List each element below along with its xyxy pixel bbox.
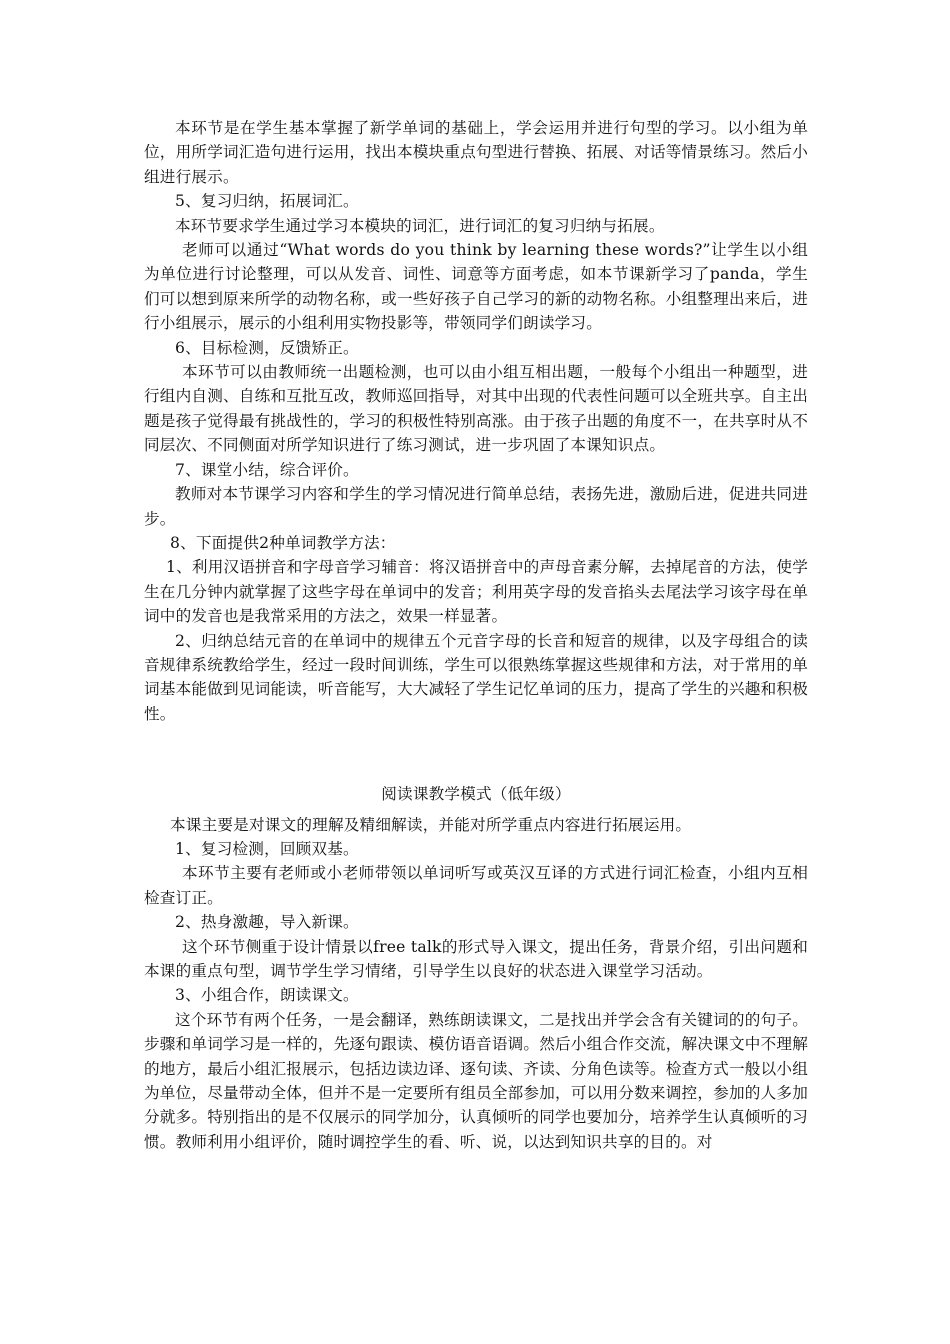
paragraph: 1、利用汉语拼音和字母音学习辅音：将汉语拼音中的声母音素分解，去掉尾音的方法，使学生在几分钟内就掌握了这些字母在单词中的发音；利用英字母的发音掐头去尾法学习该字母在单词中的发音也是我常采用的方法之，效果一样显著。: [144, 558, 808, 626]
paragraph: 这个环节有两个任务，一是会翻译，熟练朗读课文，二是找出并学会含有关键词的的句子。步骤和单词学习是一样的，先逐句跟读、模仿语音语调。然后小组合作交流，解决课文中不理解的地方，最后小组汇报展示，包括边读边译、逐句读、齐读、分角色读等。检查方式一般以小组为单位，尽量带动全体，但并不是一定要所有组员全部参加，可以用分数来调控，参加的人多加分就多。特别指出的是不仅展示的同学加分，认真倾听的同学也要加分，培养学生认真倾听的习惯。教师利用小组评价，随时调控学生的看、听、说，以达到知识共享的目的。对: [144, 1010, 808, 1151]
step-heading: 5、复习归纳，拓展词汇。: [175, 192, 359, 211]
document-page: [144, 116, 808, 1154]
paragraph: 2、归纳总结元音的在单词中的规律五个元音字母的长音和短音的规律，以及字母组合的读音规律系统教给学生，经过一段时间训练，学生可以很熟练掌握这些规律和方法，对于常用的单词基本能做到见词能读，听音能写，大大减轻了学生记忆单词的压力，提高了学生的兴趣和积极性。: [144, 631, 808, 723]
section-spacer: [144, 726, 808, 782]
step-heading: 7、课堂小结，综合评价。: [175, 460, 359, 479]
top-section: [144, 116, 808, 726]
step-heading: 6、目标检测，反馈矫正。: [175, 338, 359, 357]
step-heading: 3、小组合作，朗读课文。: [175, 986, 359, 1005]
paragraph: 本课主要是对课文的理解及精细解读，并能对所学重点内容进行拓展运用。: [170, 815, 692, 834]
paragraph: 这个环节侧重于设计情景以free talk的形式导入课文，提出任务，背景介绍，引出问题和本课的重点句型，调节学生学习情绪，引导学生以良好的状态进入课堂学习活动。: [144, 937, 808, 980]
paragraph: 本环节可以由教师统一出题检测，也可以由小组互相出题，一般每个小组出一种题型，进行组内自测、自练和互批互改，教师巡回指导，对其中出现的代表性问题可以全班共享。自主出题是孩子觉得最有挑战性的，学习的积极性特别高涨。由于孩子出题的角度不一，在共享时从不同层次、不同侧面对所学知识进行了练习测试，进一步巩固了本课知识点。: [144, 363, 808, 455]
section-title: 阅读课教学模式（低年级）: [381, 785, 571, 804]
bottom-section: [144, 813, 808, 1155]
paragraph: 老师可以通过“What words do you think by learning these words?”让学生以小组为单位进行讨论整理，可以从发音、词性、词意等方面考虑，如本节课新学习了panda，学生们可以想到原来所学的动物名称，或一些好孩子自己学习的新的动物名称。小组整理出来后，进行小组展示，展示的小组利用实物投影等，带领同学们朗读学习。: [144, 241, 808, 333]
paragraph: 教师对本节课学习内容和学生的学习情况进行简单总结，表扬先进，激励后进，促进共同进步。: [144, 485, 808, 528]
step-heading: 1、复习检测，回顾双基。: [175, 839, 359, 858]
paragraph: 本环节是在学生基本掌握了新学单词的基础上，学会运用并进行句型的学习。以小组为单位，用所学词汇造句进行运用，找出本模块重点句型进行替换、拓展、对话等情景练习。然后小组进行展示。: [144, 119, 808, 186]
paragraph: 本环节要求学生通过学习本模块的词汇，进行词汇的复习归纳与拓展。: [175, 216, 665, 235]
step-heading: 2、热身激趣，导入新课。: [175, 913, 359, 932]
paragraph: 本环节主要有老师或小老师带领以单词听写或英汉互译的方式进行词汇检查，小组内互相检查订正。: [144, 864, 808, 907]
step-heading: 8、下面提供2种单词教学方法：: [170, 533, 396, 552]
